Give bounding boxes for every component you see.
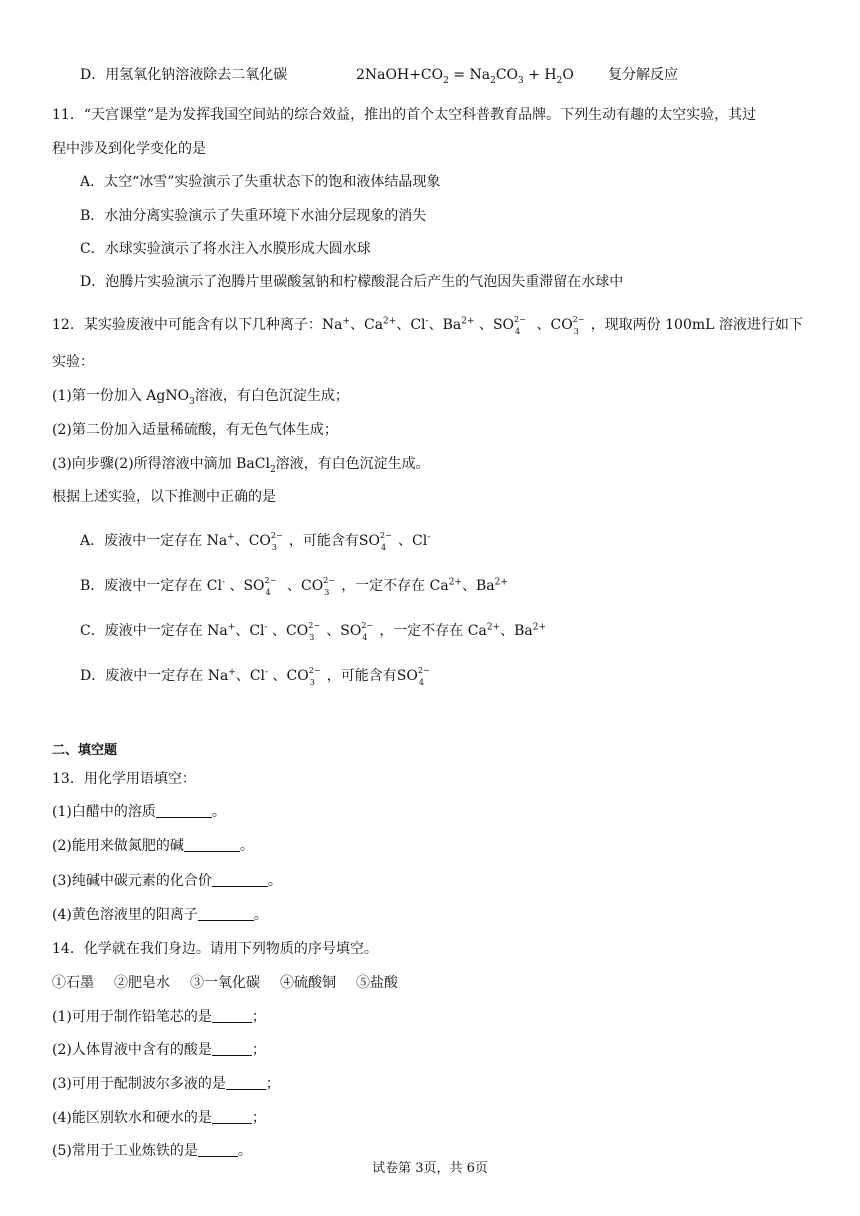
q13-item-2: (2)能用来做氮肥的碱 。	[52, 838, 254, 854]
q11-option-b: B．水油分离实验演示了失重环境下水油分层现象的消失	[80, 208, 427, 224]
q12-stem-line1: 12．某实验废液中可能含有以下几种离子：Na+、$Ca^{2+}$、Cl-、$Ba^{2+}$ 、SO 2− 4 、CO 2− 3 ，现取两份 100mL 溶液进行如下	[52, 315, 803, 336]
q10-option-d-reaction-type: 复分解反应	[608, 67, 678, 83]
q14-choice-5: ⑤盐酸	[356, 975, 398, 991]
q13-item-4: (4)黄色溶液里的阳离子 。	[52, 907, 268, 923]
answer-blank[interactable]	[212, 1042, 252, 1056]
q14-choice-3: ③一氧化碳	[190, 975, 260, 991]
q11-option-d: D．泡腾片实验演示了泡腾片里碳酸氢钠和柠檬酸混合后产生的气泡因失重滞留在水球中	[80, 274, 624, 290]
q14-choices	[52, 974, 398, 992]
q14-item-4: (4)能区别软水和硬水的是 ；	[52, 1110, 266, 1126]
q14-stem: 14．化学就在我们身边。请用下列物质的序号填空。	[52, 941, 378, 957]
q12-option-c: C．废液中一定存在 Na+、Cl- 、CO 2− 3 、SO 2− 4 ，一定不存在 $Ca^{2+}$、$Ba^{2+}$	[80, 621, 547, 642]
q13-stem: 13．用化学用语填空：	[52, 771, 196, 787]
q13-item-3: (3)纯碱中碳元素的化合价 。	[52, 873, 282, 889]
q10-option-d-label: D．	[80, 67, 106, 83]
answer-blank[interactable]	[156, 804, 212, 818]
q14-choice-4: ④硫酸铜	[280, 975, 336, 991]
q12-option-a: A．废液中一定存在 Na+、CO 2− 3 ，可能含有SO 2− 4 、Cl-	[80, 531, 431, 552]
q12-option-d: D．废液中一定存在 Na+、Cl- 、CO 2− 3 ，可能含有SO 2− 4	[80, 666, 430, 687]
q12-step-3: (3)向步骤(2)所得溶液中滴加 BaCl$_2$溶液，有白色沉淀生成。	[52, 456, 430, 475]
q14-item-2: (2)人体胃液中含有的酸是 ；	[52, 1042, 266, 1058]
answer-blank[interactable]	[198, 907, 254, 921]
q12-step-1: (1)第一份加入 AgNO$_3$溶液，有白色沉淀生成；	[52, 388, 349, 407]
q14-item-3: (3)可用于配制波尔多液的是 ；	[52, 1076, 280, 1092]
q11-stem-line2: 程中涉及到化学变化的是	[52, 141, 206, 157]
q11-stem-line1: 11．“天宫课堂”是为发挥我国空间站的综合效益，推出的首个太空科普教育品牌。下列生动有趣的太空实验，其过	[52, 107, 757, 123]
q10-option-d-equation: $2NaOH+CO_2 = Na_2CO_3 + H_2O$	[356, 67, 574, 86]
section-title-fill-in: 二、填空题	[52, 743, 118, 758]
answer-blank[interactable]	[212, 1009, 252, 1023]
q12-stem-line2: 实验：	[52, 354, 94, 370]
q12-option-b: B．废液中一定存在 Cl- 、SO 2− 4 、CO 2− 3 ，一定不存在 $Ca^{2+}$、$Ba^{2+}$	[80, 576, 508, 597]
q14-item-1: (1)可用于制作铅笔芯的是 ；	[52, 1009, 266, 1025]
answer-blank[interactable]	[226, 1076, 266, 1090]
q11-option-c: C．水球实验演示了将水注入水膜形成大圆水球	[80, 241, 371, 257]
answer-blank[interactable]	[212, 873, 268, 887]
answer-blank[interactable]	[212, 1110, 252, 1124]
q12-conclusion-prompt: 根据上述实验，以下推测中正确的是	[52, 489, 276, 505]
q11-option-a: A．太空“冰雪”实验演示了失重状态下的饱和液体结晶现象	[80, 174, 441, 190]
answer-blank[interactable]	[198, 1143, 238, 1157]
q14-item-5: (5)常用于工业炼铁的是 。	[52, 1143, 252, 1159]
q13-item-1: (1)白醋中的溶质 。	[52, 804, 226, 820]
q10-option-d-text: 用氢氧化钠溶液除去二氧化碳	[105, 67, 288, 83]
q12-step-2: (2)第二份加入适量稀硫酸，有无色气体生成；	[52, 422, 338, 438]
q14-choice-2: ②肥皂水	[114, 975, 170, 991]
answer-blank[interactable]	[184, 838, 240, 852]
q10-option-d	[80, 66, 287, 84]
q14-choice-1: ①石墨	[52, 975, 94, 991]
page-footer: 试卷第 3页，共 6页	[372, 1161, 488, 1176]
